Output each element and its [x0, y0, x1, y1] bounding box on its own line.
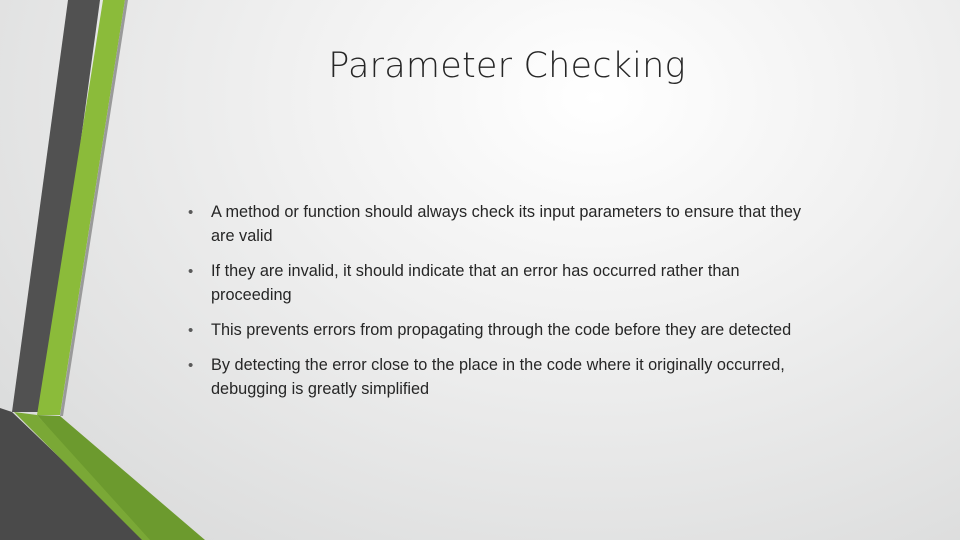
bullet-text: This prevents errors from propagating through the code before they are detected: [211, 321, 792, 339]
bullet-text: A method or function should always check its input parameters to ensure that they are valid: [211, 203, 802, 245]
bullet-dot-icon: •: [188, 204, 194, 221]
bullet-dot-icon: •: [188, 357, 194, 374]
bullet-item: [188, 318, 808, 342]
bullet-text: If they are invalid, it should indicate that an error has occurred rather than proceeding: [211, 262, 740, 304]
bullet-dot-icon: •: [188, 263, 194, 280]
slide-title: Parameter Checking: [328, 46, 686, 86]
bullet-item: [188, 353, 808, 401]
bullet-item: [188, 200, 808, 248]
bullet-text: By detecting the error close to the place in the code where it originally occurred, debugging is greatly simplified: [211, 356, 785, 398]
bullet-list: [188, 200, 808, 412]
bullet-item: [188, 259, 808, 307]
bullet-dot-icon: •: [188, 322, 194, 339]
